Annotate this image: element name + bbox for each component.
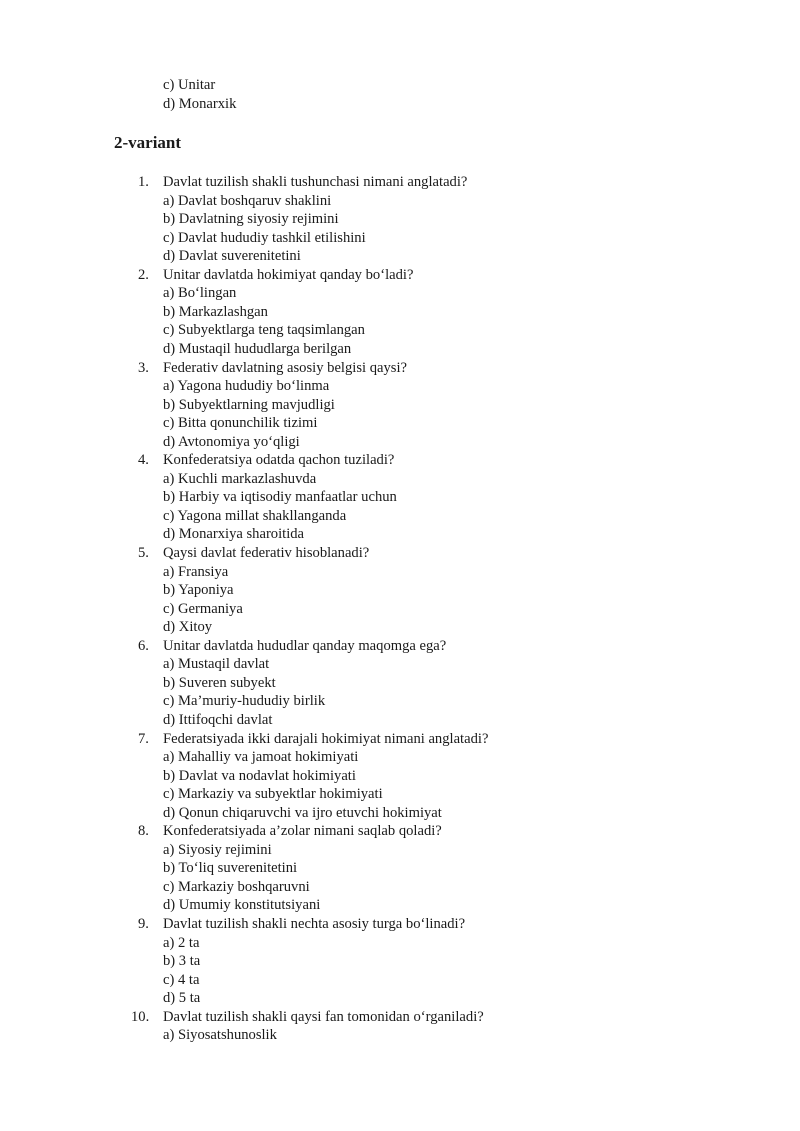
- answer-option: b) Yaponiya: [163, 582, 234, 599]
- answer-option: c) Bitta qonunchilik tizimi: [163, 415, 318, 432]
- answer-option: b) To‘liq suverenitetini: [163, 860, 298, 877]
- question-number: 9.: [138, 916, 149, 932]
- answer-option: a) Mahalliy va jamoat hokimiyati: [163, 749, 359, 766]
- question-text: Federatsiyada ikki darajali hokimiyat nimani anglatadi?: [163, 730, 489, 747]
- question-text: Qaysi davlat federativ hisoblanadi?: [163, 545, 370, 561]
- prev-option-d: d) Monarxik: [163, 96, 237, 112]
- question-text: Konfederatsiyada a’zolar nimani saqlab qoladi?: [163, 823, 442, 840]
- answer-option: c) Ma’muriy-hududiy birlik: [163, 693, 326, 710]
- answer-option: b) Davlat va nodavlat hokimiyati: [163, 767, 356, 784]
- answer-option: c) Markaziy boshqaruvni: [163, 878, 310, 895]
- answer-option: a) Siyosatshunoslik: [163, 1027, 277, 1044]
- question-number: 6.: [138, 637, 149, 654]
- answer-option: d) Avtonomiya yo‘qligi: [163, 433, 300, 450]
- answer-option: d) Monarxiya sharoitida: [163, 526, 305, 543]
- answer-option: d) Ittifoqchi davlat: [163, 711, 273, 728]
- answer-option: c) Markaziy va subyektlar hokimiyati: [163, 786, 383, 803]
- question-number: 10.: [131, 1008, 150, 1025]
- question-text: Davlat tuzilish shakli nechta asosiy turga bo‘linadi?: [163, 916, 466, 932]
- answer-option: a) Davlat boshqaruv shaklini: [163, 192, 332, 209]
- answer-option: b) Davlatning siyosiy rejimini: [163, 211, 339, 228]
- answer-option: a) Kuchli markazlashuvda: [163, 470, 317, 487]
- answer-option: b) Suveren subyekt: [163, 674, 276, 691]
- question-number: 3.: [138, 359, 149, 376]
- answer-option: a) Yagona hududiy bo‘linma: [163, 378, 330, 395]
- answer-option: d) Davlat suverenitetini: [163, 248, 301, 265]
- answer-option: d) Xitoy: [163, 619, 213, 636]
- question-number: 5.: [138, 545, 149, 561]
- question-text: Davlat tuzilish shakli qaysi fan tomonidan o‘rganiladi?: [163, 1008, 484, 1025]
- answer-option: a) Siyosiy rejimini: [163, 841, 272, 858]
- section-heading: 2-variant: [114, 133, 182, 152]
- answer-option: d) Qonun chiqaruvchi va ijro etuvchi hokimiyat: [163, 804, 442, 821]
- answer-option: d) Umumiy konstitutsiyani: [163, 897, 321, 914]
- question-text: Unitar davlatda hududlar qanday maqomga ega?: [163, 637, 447, 654]
- answer-option: c) 4 ta: [163, 971, 200, 988]
- question-text: Unitar davlatda hokimiyat qanday bo‘ladi?: [163, 266, 414, 283]
- answer-option: b) Harbiy va iqtisodiy manfaatlar uchun: [163, 489, 397, 506]
- question-number: 4.: [138, 452, 149, 469]
- answer-option: a) Bo‘lingan: [163, 285, 237, 302]
- answer-option: b) 3 ta: [163, 953, 201, 970]
- answer-option: d) 5 ta: [163, 990, 201, 1007]
- answer-option: c) Subyektlarga teng taqsimlangan: [163, 322, 365, 339]
- question-number: 2.: [138, 266, 149, 283]
- answer-option: c) Germaniya: [163, 600, 243, 617]
- question-text: Konfederatsiya odatda qachon tuziladi?: [163, 452, 395, 469]
- answer-option: a) 2 ta: [163, 934, 200, 951]
- answer-option: a) Mustaqil davlat: [163, 656, 270, 673]
- answer-option: c) Yagona millat shakllanganda: [163, 507, 347, 524]
- answer-option: b) Subyektlarning mavjudligi: [163, 396, 335, 413]
- question-number: 8.: [138, 823, 149, 840]
- question-number: 1.: [138, 174, 149, 190]
- answer-option: c) Davlat hududiy tashkil etilishini: [163, 229, 366, 246]
- prev-option-c: c) Unitar: [163, 77, 216, 93]
- answer-option: a) Fransiya: [163, 563, 229, 580]
- answer-option: d) Mustaqil hududlarga berilgan: [163, 340, 352, 357]
- question-number: 7.: [138, 730, 149, 747]
- answer-option: b) Markazlashgan: [163, 303, 268, 320]
- question-text: Federativ davlatning asosiy belgisi qaysi?: [163, 359, 407, 376]
- question-text: Davlat tuzilish shakli tushunchasi nimani anglatadi?: [163, 174, 468, 190]
